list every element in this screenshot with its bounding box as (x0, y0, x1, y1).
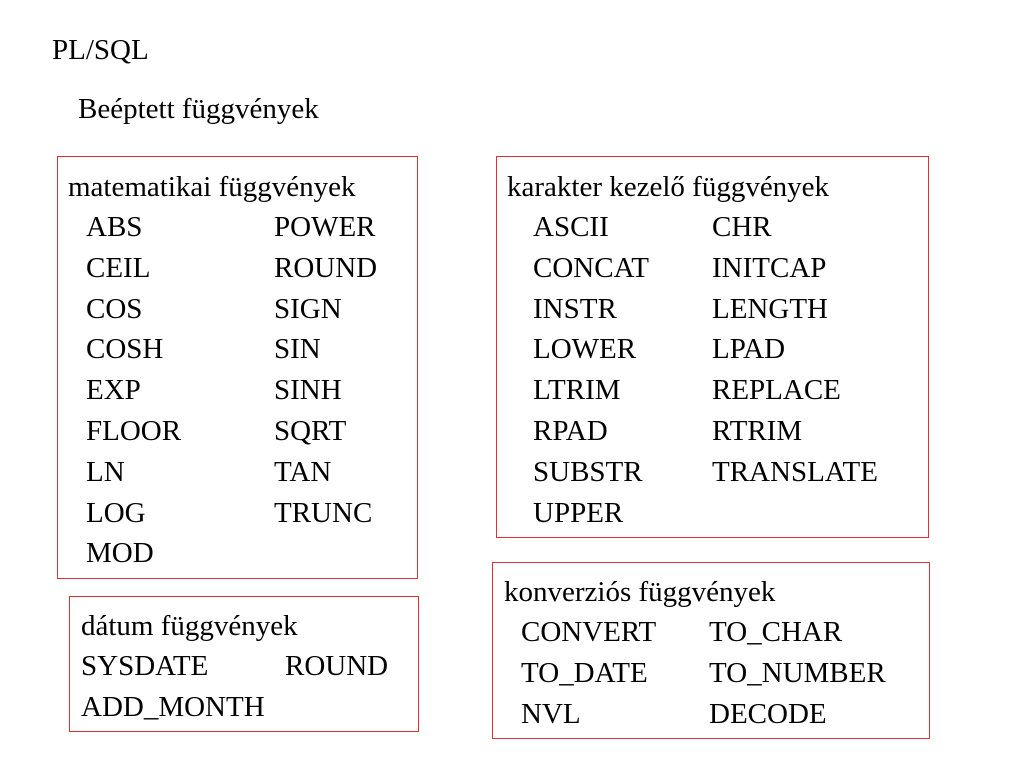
function-item: TO_NUMBER (709, 656, 886, 689)
function-item: UPPER (533, 496, 624, 529)
function-item: TRUNC (274, 496, 373, 529)
function-item: ROUND (285, 650, 389, 682)
page-subtitle: Beéptett függvények (78, 93, 319, 125)
function-item: TAN (274, 455, 332, 488)
character-functions-box (496, 156, 929, 538)
function-item: LOWER (533, 333, 637, 366)
math-functions-box (57, 156, 418, 579)
math-functions-column-1 (86, 207, 181, 574)
function-item: SINH (274, 374, 342, 407)
conversion-functions-column-2 (709, 612, 886, 734)
function-item: LTRIM (533, 374, 621, 407)
function-item: CONCAT (533, 251, 650, 284)
character-functions-column-1 (533, 207, 649, 533)
conversion-functions-heading: konverziós függvények (504, 576, 776, 608)
character-functions-heading: karakter kezelő függvények (507, 171, 830, 203)
function-item: SQRT (274, 414, 347, 447)
function-item: MOD (86, 537, 154, 570)
function-item: COSH (86, 333, 164, 366)
page-title: PL/SQL (52, 34, 149, 66)
function-item: SIGN (274, 292, 342, 325)
function-item: ABS (86, 211, 143, 243)
function-item: ROUND (274, 251, 378, 284)
function-item: LN (86, 455, 125, 488)
function-item: TO_CHAR (709, 616, 843, 648)
function-item: SIN (274, 333, 321, 366)
function-item: INITCAP (712, 251, 827, 284)
function-item: LOG (86, 496, 146, 529)
function-item: SUBSTR (533, 455, 643, 488)
function-item: TO_DATE (521, 656, 648, 689)
function-item: EXP (86, 374, 141, 407)
function-item: POWER (274, 211, 376, 243)
math-functions-heading: matematikai függvények (68, 171, 356, 203)
function-item: NVL (521, 697, 581, 730)
function-item: INSTR (533, 292, 617, 325)
date-functions-box (69, 596, 419, 732)
conversion-functions-column-1 (521, 612, 656, 734)
math-functions-column-2 (274, 207, 377, 533)
function-item: ADD_MONTH (81, 690, 265, 723)
function-item: FLOOR (86, 414, 182, 447)
function-item: SYSDATE (81, 650, 209, 682)
function-item: LPAD (712, 333, 786, 366)
function-item: TRANSLATE (712, 455, 878, 488)
function-item: DECODE (709, 697, 827, 730)
conversion-functions-box (492, 562, 930, 739)
function-item: RPAD (533, 414, 608, 447)
function-item: ASCII (533, 211, 609, 243)
date-functions-column-2 (285, 646, 388, 687)
character-functions-column-2 (712, 207, 878, 493)
function-item: CONVERT (521, 616, 657, 648)
function-item: COS (86, 292, 143, 325)
function-item: CEIL (86, 251, 151, 284)
function-item: CHR (712, 211, 772, 243)
function-item: LENGTH (712, 292, 828, 325)
date-functions-heading: dátum függvények (81, 610, 298, 642)
function-item: RTRIM (712, 414, 803, 447)
function-item: REPLACE (712, 374, 841, 407)
date-functions-column-1 (81, 646, 265, 728)
